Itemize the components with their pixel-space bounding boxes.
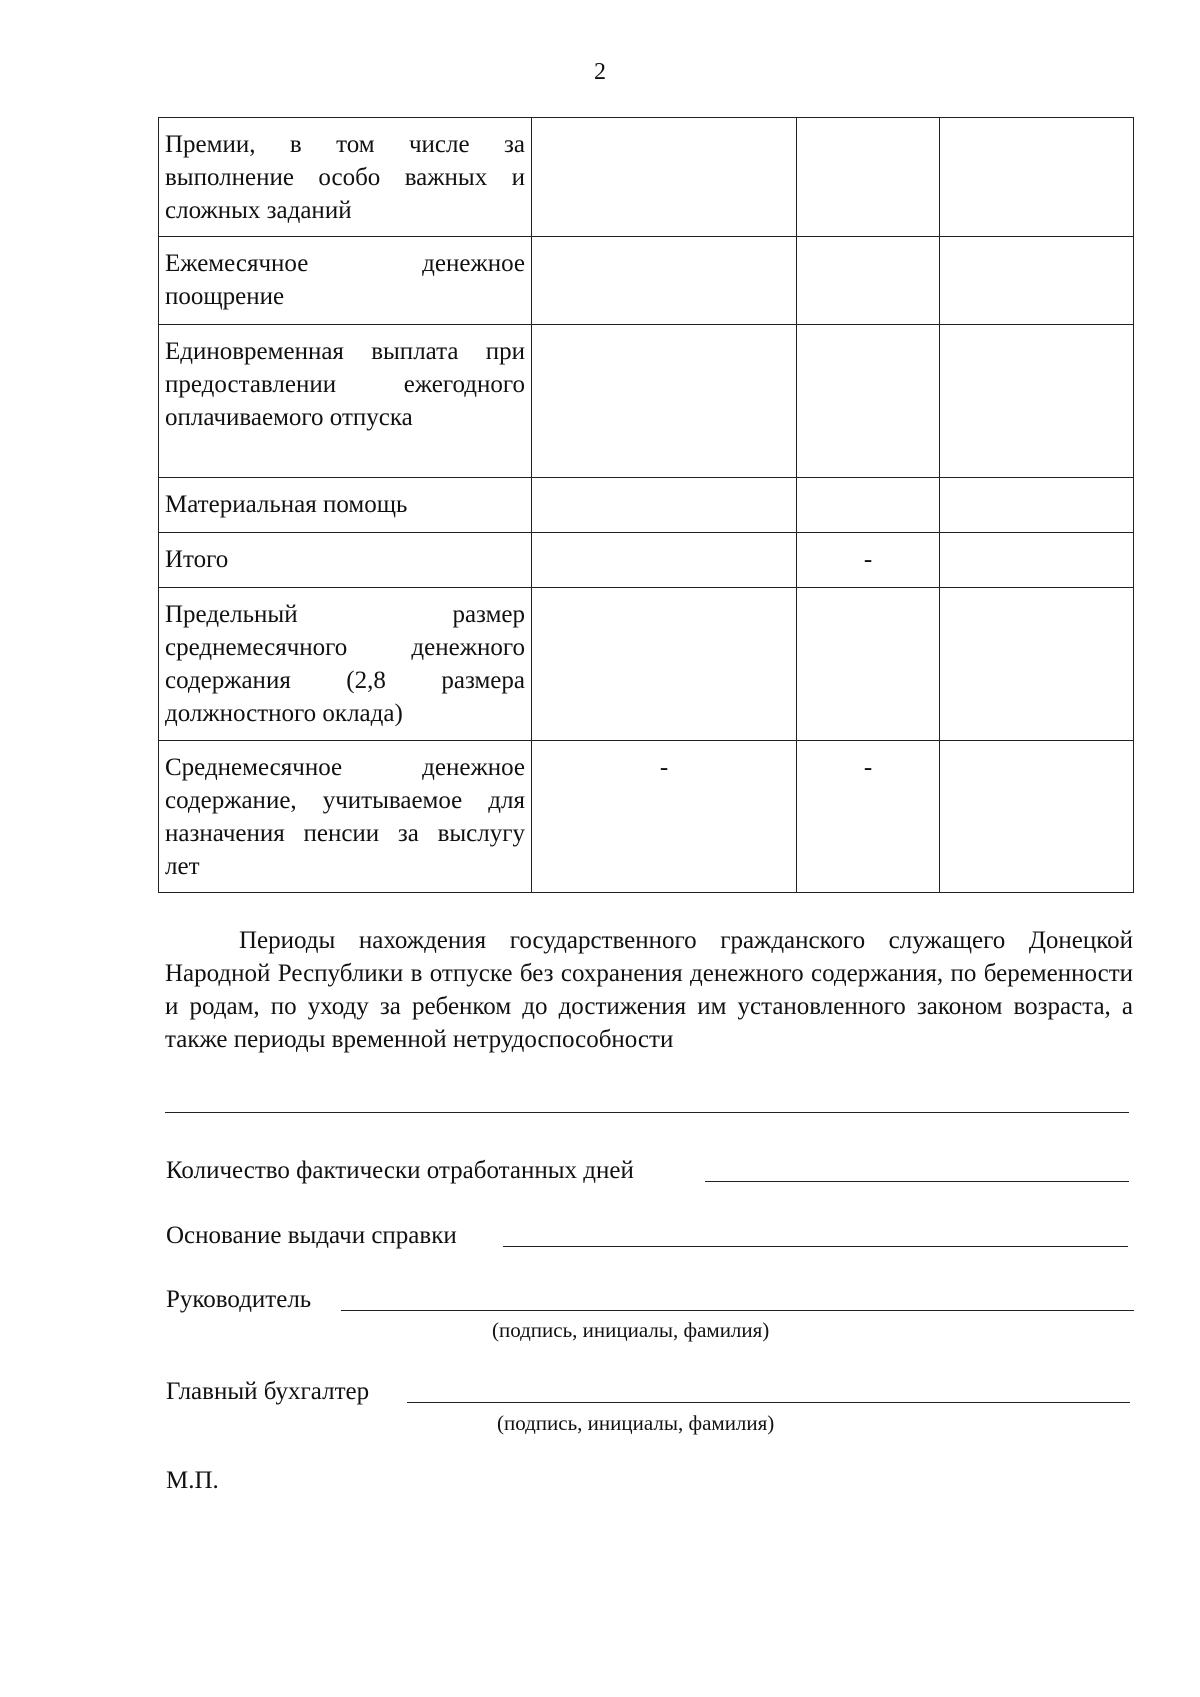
table-row [159, 237, 1134, 325]
row-value-col2 [532, 588, 797, 741]
row-value-col2 [532, 118, 797, 237]
periods-paragraph: Периоды нахождения государственного гражданского служащего Донецкой Народной Республики в отпуске без сохранения денежного содержания, по беременности и родам, по уходу за ребенком до достижения им установленного законом возраста, а также периоды временной нетрудоспособности [165, 927, 1133, 1053]
row-value-col2 [532, 237, 797, 325]
table-row [159, 533, 1134, 588]
accountant-signature-line[interactable] [407, 1402, 1130, 1403]
periods-fill-line[interactable] [165, 1112, 1129, 1113]
table-row [159, 478, 1134, 533]
salary-table [158, 117, 1134, 893]
row-value-col3 [797, 588, 940, 741]
director-caption: (подпись, инициалы, фамилия) [492, 1318, 770, 1342]
accountant-label: Главный бухгалтер [166, 1378, 370, 1405]
row-value-col4 [940, 478, 1134, 533]
row-label: Предельный размер среднемесячного денежного содержания (2,8 размера должностного оклада) [159, 588, 532, 741]
row-value-col4 [940, 237, 1134, 325]
row-label: Ежемесячное денежное поощрение [159, 237, 532, 325]
row-label: Среднемесячное денежное содержание, учитываемое для назначения пенсии за выслугу лет [159, 741, 532, 893]
row-label: Премии, в том числе за выполнение особо важных и сложных заданий [159, 118, 532, 237]
row-value-col3 [797, 325, 940, 478]
row-value-col4 [940, 118, 1134, 237]
row-value-col3 [797, 118, 940, 237]
stamp-label: М.П. [166, 1467, 219, 1494]
row-value-col3: - [797, 533, 940, 588]
row-value-col3: - [797, 741, 940, 893]
page-number: 2 [594, 59, 606, 85]
row-value-col4 [940, 588, 1134, 741]
row-label: Материальная помощь [159, 478, 532, 533]
table-row [159, 588, 1134, 741]
row-value-col3 [797, 478, 940, 533]
director-label: Руководитель [166, 1286, 312, 1313]
row-value-col2: - [532, 741, 797, 893]
row-value-col4 [940, 741, 1134, 893]
row-value-col3 [797, 237, 940, 325]
accountant-caption: (подпись, инициалы, фамилия) [497, 1411, 775, 1435]
row-value-col2 [532, 533, 797, 588]
row-label: Итого [159, 533, 532, 588]
row-value-col2 [532, 325, 797, 478]
table-row [159, 741, 1134, 893]
days-worked-label: Количество фактически отработанных дней [166, 1157, 634, 1184]
basis-label: Основание выдачи справки [166, 1222, 457, 1249]
basis-fill-line[interactable] [503, 1246, 1128, 1247]
row-value-col4 [940, 533, 1134, 588]
director-signature-line[interactable] [341, 1310, 1134, 1311]
table-row [159, 325, 1134, 478]
days-worked-fill-line[interactable] [705, 1181, 1129, 1182]
table-row [159, 118, 1134, 237]
row-label: Единовременная выплата при предоставлении ежегодного оплачиваемого отпуска [159, 325, 532, 478]
row-value-col2 [532, 478, 797, 533]
row-value-col4 [940, 325, 1134, 478]
